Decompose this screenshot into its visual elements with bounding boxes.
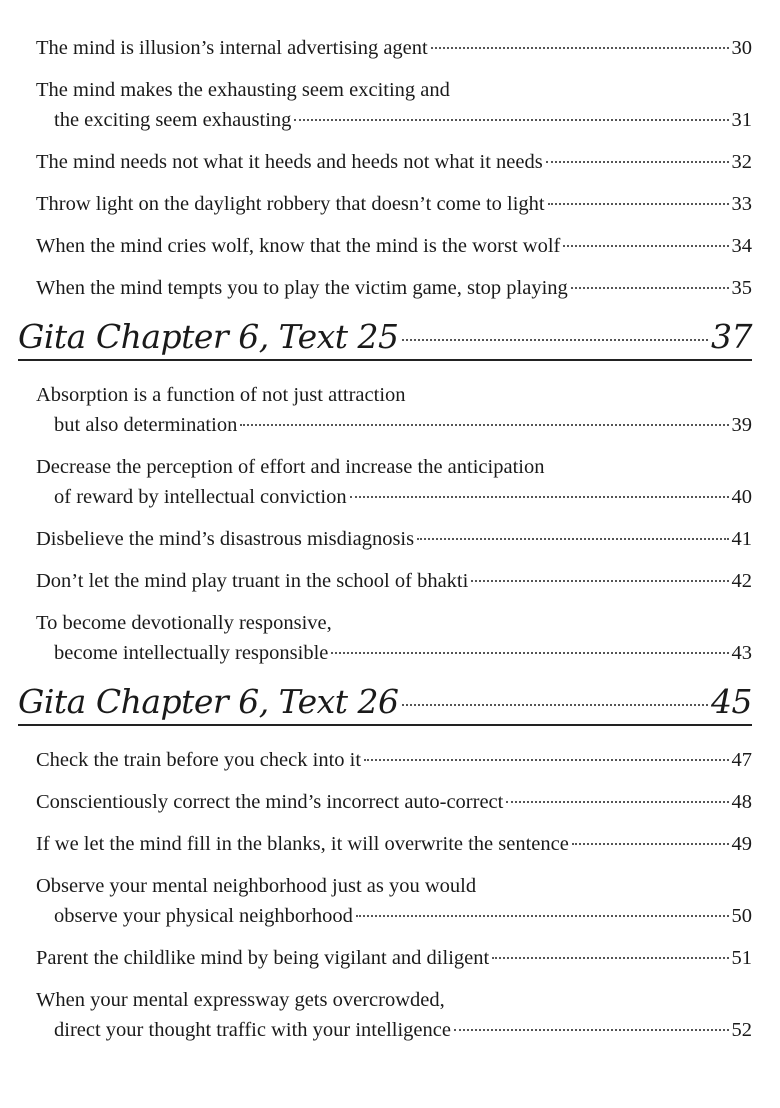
entry-line (36, 985, 752, 1015)
page-number: 47 (731, 749, 752, 771)
page-number: 32 (731, 151, 752, 173)
chapter-title: Gita Chapter 6, Text 25 (18, 317, 399, 356)
entry-line (36, 745, 752, 775)
entry-title-text: The mind is illusion’s internal advertising agent (36, 37, 428, 59)
entry-line (36, 75, 752, 105)
dot-leader (350, 496, 729, 498)
page-number: 43 (731, 642, 752, 664)
chapter-heading[interactable] (18, 315, 752, 361)
toc-entry[interactable] (18, 608, 752, 668)
entry-title-text: the exciting seem exhausting (54, 109, 292, 131)
toc-entry[interactable] (18, 380, 752, 440)
entry-line (36, 566, 752, 596)
entry-title-text: Decrease the perception of effort and increase the anticipation (36, 456, 545, 478)
dot-leader (548, 203, 729, 205)
entry-title-text: Disbelieve the mind’s disastrous misdiagnosis (36, 528, 415, 550)
entry-line (36, 901, 752, 931)
toc-entry[interactable] (18, 524, 752, 554)
entry-title-text: but also determination (54, 414, 238, 436)
entry-title-text: observe your physical neighborhood (54, 905, 353, 927)
entry-title-text: of reward by intellectual conviction (54, 486, 347, 508)
toc-entry[interactable] (18, 745, 752, 775)
entry-line (36, 787, 752, 817)
page-number: 30 (731, 37, 752, 59)
dot-leader (240, 424, 728, 426)
toc-entry[interactable] (18, 452, 752, 512)
entry-line (36, 482, 752, 512)
page-number: 39 (731, 414, 752, 436)
page-number: 42 (731, 570, 752, 592)
dot-leader (294, 119, 728, 121)
page-number: 52 (731, 1019, 752, 1041)
page-number: 33 (731, 193, 752, 215)
dot-leader (356, 915, 729, 917)
entry-line (36, 410, 752, 440)
toc-entry[interactable] (18, 231, 752, 261)
chapter-page-number: 45 (711, 682, 752, 721)
entry-line (36, 638, 752, 668)
entry-line (36, 189, 752, 219)
entry-title-text: To become devotionally responsive, (36, 612, 332, 634)
toc-entry[interactable] (18, 33, 752, 63)
dot-leader (431, 47, 729, 49)
entry-title-text: The mind needs not what it heeds and heeds not what it needs (36, 151, 543, 173)
toc-entry[interactable] (18, 75, 752, 135)
entry-title-text: If we let the mind fill in the blanks, it will overwrite the sentence (36, 833, 569, 855)
entry-line (36, 1015, 752, 1045)
page-number: 48 (731, 791, 752, 813)
entry-line (36, 231, 752, 261)
chapter-heading[interactable] (18, 680, 752, 726)
toc-entry[interactable] (18, 871, 752, 931)
entry-line (36, 147, 752, 177)
entry-title-text: Throw light on the daylight robbery that doesn’t come to light (36, 193, 545, 215)
page-number: 49 (731, 833, 752, 855)
entry-title-text: Don’t let the mind play truant in the school of bhakti (36, 570, 469, 592)
entry-title-text: The mind makes the exhausting seem exciting and (36, 79, 450, 101)
table-of-contents (18, 33, 752, 1057)
toc-entry[interactable] (18, 943, 752, 973)
entry-line (36, 943, 752, 973)
entry-title-text: When the mind cries wolf, know that the mind is the worst wolf (36, 235, 561, 257)
entry-title-text: become intellectually responsible (54, 642, 329, 664)
page-number: 41 (731, 528, 752, 550)
dot-leader (572, 843, 729, 845)
toc-entry[interactable] (18, 566, 752, 596)
entry-line (36, 871, 752, 901)
entry-title-text: Parent the childlike mind by being vigilant and diligent (36, 947, 490, 969)
toc-entry[interactable] (18, 787, 752, 817)
entry-line (36, 452, 752, 482)
page-number: 40 (731, 486, 752, 508)
entry-title-text: Check the train before you check into it (36, 749, 362, 771)
dot-leader (546, 161, 729, 163)
dot-leader (364, 759, 728, 761)
entry-title-text: When your mental expressway gets overcrowded, (36, 989, 445, 1011)
dot-leader (471, 580, 728, 582)
chapter-page-number: 37 (711, 317, 752, 356)
entry-line (36, 105, 752, 135)
entry-title-text: Conscientiously correct the mind’s incorrect auto-correct (36, 791, 504, 813)
dot-leader (402, 339, 708, 341)
entry-line (36, 829, 752, 859)
dot-leader (417, 538, 728, 540)
dot-leader (492, 957, 728, 959)
toc-entry[interactable] (18, 147, 752, 177)
toc-entry[interactable] (18, 273, 752, 303)
dot-leader (454, 1029, 729, 1031)
entry-title-text: direct your thought traffic with your intelligence (54, 1019, 451, 1041)
dot-leader (563, 245, 728, 247)
dot-leader (331, 652, 728, 654)
entry-line (36, 524, 752, 554)
page-number: 50 (731, 905, 752, 927)
entry-line (36, 33, 752, 63)
chapter-title: Gita Chapter 6, Text 26 (18, 682, 399, 721)
entry-title-text: When the mind tempts you to play the victim game, stop playing (36, 277, 568, 299)
toc-entry[interactable] (18, 189, 752, 219)
dot-leader (571, 287, 729, 289)
page-number: 34 (731, 235, 752, 257)
page-number: 31 (731, 109, 752, 131)
toc-entry[interactable] (18, 985, 752, 1045)
page-number: 35 (731, 277, 752, 299)
entry-line (36, 380, 752, 410)
entry-title-text: Absorption is a function of not just attraction (36, 384, 406, 406)
entry-title-text: Observe your mental neighborhood just as you would (36, 875, 477, 897)
page-number: 51 (731, 947, 752, 969)
entry-line (36, 273, 752, 303)
dot-leader (506, 801, 728, 803)
entry-line (36, 608, 752, 638)
dot-leader (402, 704, 708, 706)
toc-entry[interactable] (18, 829, 752, 859)
